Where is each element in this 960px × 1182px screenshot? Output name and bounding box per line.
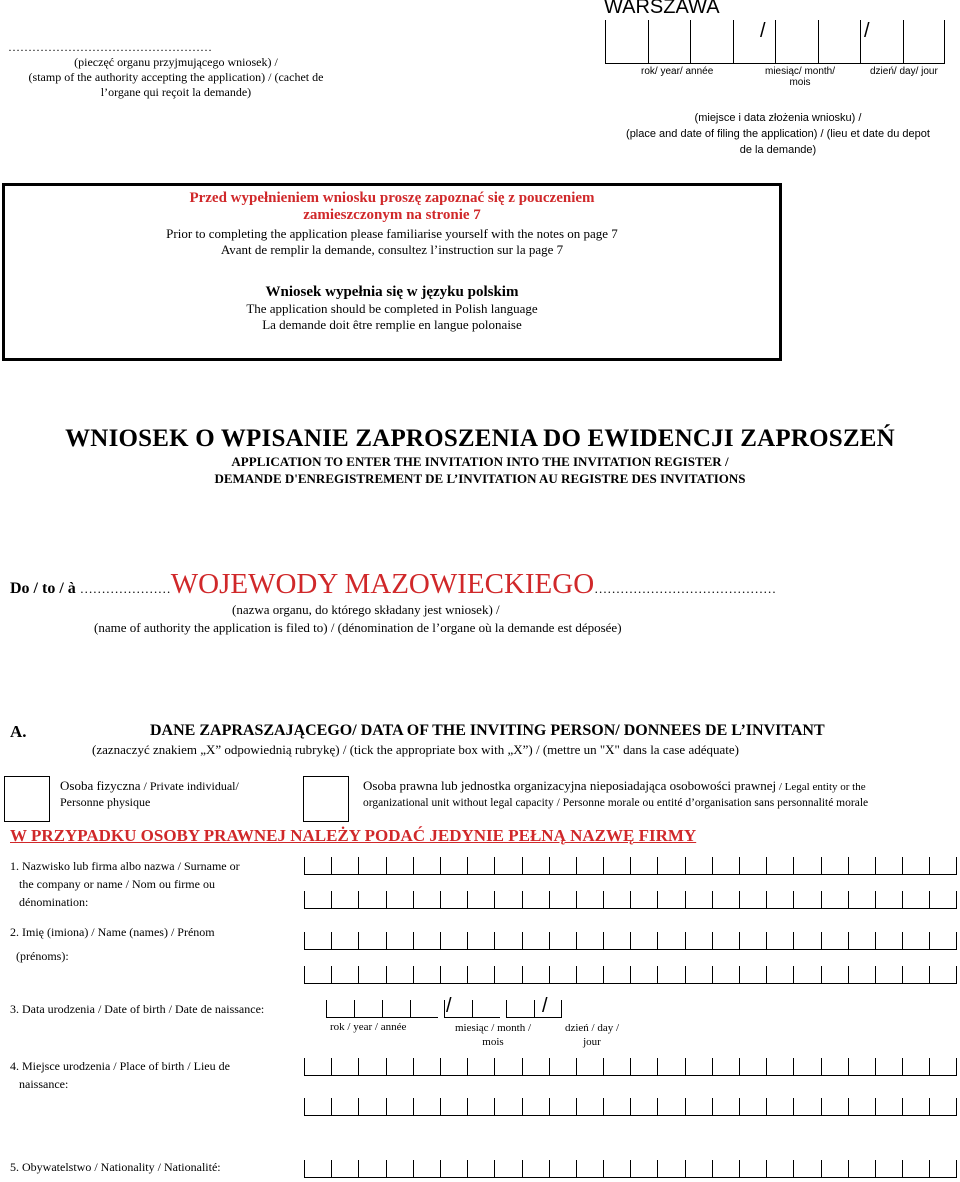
day-label: dzień/ day/ jour	[870, 66, 938, 77]
addressee-name: WOJEWODY MAZOWIECKIEGO	[170, 568, 595, 600]
field-4-row-2[interactable]	[304, 1098, 957, 1116]
legal-entity-label: Osoba prawna lub jednostka organizacyjna nieposiadająca osobowości prawnej / Legal entity or the organizational unit without legal capacity / Personne morale ou entité d’organisation sans personnalité morale	[363, 778, 869, 809]
place-date-caption: (miejsce i data złożenia wniosku) / (place and date of filing the application) / (lieu et date du depot de la demande)	[626, 112, 930, 156]
language-pl: Wniosek wypełnia się w języku polskim	[265, 284, 519, 300]
birth-date-cells[interactable]	[326, 1000, 562, 1018]
addressee-line: Do / to / à …………………WOJEWODY MAZOWIECKIEGO……………………………………	[10, 568, 777, 600]
birth-month-label: miesiąc / month / mois	[454, 1022, 532, 1048]
field-4-row-1[interactable]	[304, 1058, 957, 1076]
field-5-label: 5. Obywatelstwo / Nationality / Nationalité:	[10, 1160, 221, 1174]
language-fr: La demande doit être remplie en langue polonaise	[262, 317, 522, 332]
field-2-row-1[interactable]	[304, 932, 957, 950]
date-slash-1: /	[760, 20, 766, 42]
field-4-label: 4. Miejsce urodzenia / Place of birth / Lieu de naissance:	[10, 1059, 230, 1091]
stamp-caption-2: (stamp of the authority accepting the application) / (cachet de	[28, 70, 324, 84]
title-fr: DEMANDE D'ENREGISTREMENT DE L’INVITATION AU REGISTRE DES INVITATIONS	[214, 471, 746, 486]
month-label: miesiąc/ month/ mois	[764, 66, 836, 88]
section-instruction: (zaznaczyć znakiem „X” odpowiednią rubrykę) / (tick the appropriate box with „X”) / (mettre un "X" dans la case adéquate)	[92, 742, 739, 757]
section-letter: A.	[10, 722, 27, 741]
private-individual-label: Osoba fizyczna / Private individual/ Personne physique	[60, 778, 239, 809]
field-1-row-1[interactable]	[304, 857, 957, 875]
title-pl: WNIOSEK O WPISANIE ZAPROSZENIA DO EWIDENCJI ZAPROSZEŃ	[65, 425, 895, 452]
birth-year-label: rok / year / année	[330, 1021, 407, 1033]
birth-date-slash-2: /	[542, 995, 548, 1017]
city-label: WARSZAWA	[604, 0, 720, 18]
legal-entity-checkbox[interactable]	[303, 776, 349, 822]
stamp-area	[6, 40, 346, 100]
field-3-label: 3. Data urodzenia / Date of birth / Date de naissance:	[10, 1002, 265, 1016]
private-individual-checkbox[interactable]	[4, 776, 50, 822]
notice-fr: Avant de remplir la demande, consultez l’instruction sur la page 7	[220, 242, 564, 257]
birth-day-label: dzień / day / jour	[564, 1022, 620, 1048]
year-label: rok/ year/ année	[641, 66, 714, 77]
language-en: The application should be completed in Polish language	[246, 301, 538, 316]
section-heading: DANE ZAPRASZAJĄCEGO/ DATA OF THE INVITING PERSON/ DONNEES DE L’INVITANT	[150, 722, 825, 739]
field-2-row-2[interactable]	[304, 966, 957, 984]
stamp-dots: ……………………………………………	[8, 40, 212, 54]
addressee-caption-2: (name of authority the application is filed to) / (dénomination de l’organe où la demande est déposée)	[94, 620, 622, 635]
notice-box	[2, 183, 782, 361]
birth-date-slash-1: /	[446, 995, 452, 1017]
stamp-caption-1: (pieczęć organu przyjmującego wniosek) /	[74, 55, 278, 69]
filing-date-cells[interactable]	[605, 20, 945, 64]
field-5-row-1[interactable]	[304, 1160, 957, 1178]
form-title	[0, 425, 960, 487]
notice-pl-1: Przed wypełnieniem wniosku proszę zapoznać się z pouczeniem	[189, 190, 595, 206]
field-1-label: 1. Nazwisko lub firma albo nazwa / Surname or the company or name / Nom ou firme ou dénomination:	[10, 859, 240, 909]
addressee-prefix: Do / to / à	[10, 580, 76, 597]
addressee-caption-1: (nazwa organu, do którego składany jest wniosek) /	[232, 602, 500, 617]
notice-en: Prior to completing the application please familiarise yourself with the notes on page 7	[166, 226, 618, 241]
date-slash-2: /	[864, 20, 870, 42]
title-en: APPLICATION TO ENTER THE INVITATION INTO THE INVITATION REGISTER /	[231, 454, 729, 469]
legal-entity-warning: W PRZYPADKU OSOBY PRAWNEJ NALEŻY PODAĆ JEDYNIE PEŁNĄ NAZWĘ FIRMY	[10, 826, 697, 845]
field-1-row-2[interactable]	[304, 891, 957, 909]
notice-pl-2: zamieszczonym na stronie 7	[303, 207, 481, 223]
stamp-caption-3: l’organe qui reçoit la demande)	[100, 85, 252, 99]
field-2-label: 2. Imię (imiona) / Name (names) / Prénom (prénoms):	[10, 925, 215, 963]
